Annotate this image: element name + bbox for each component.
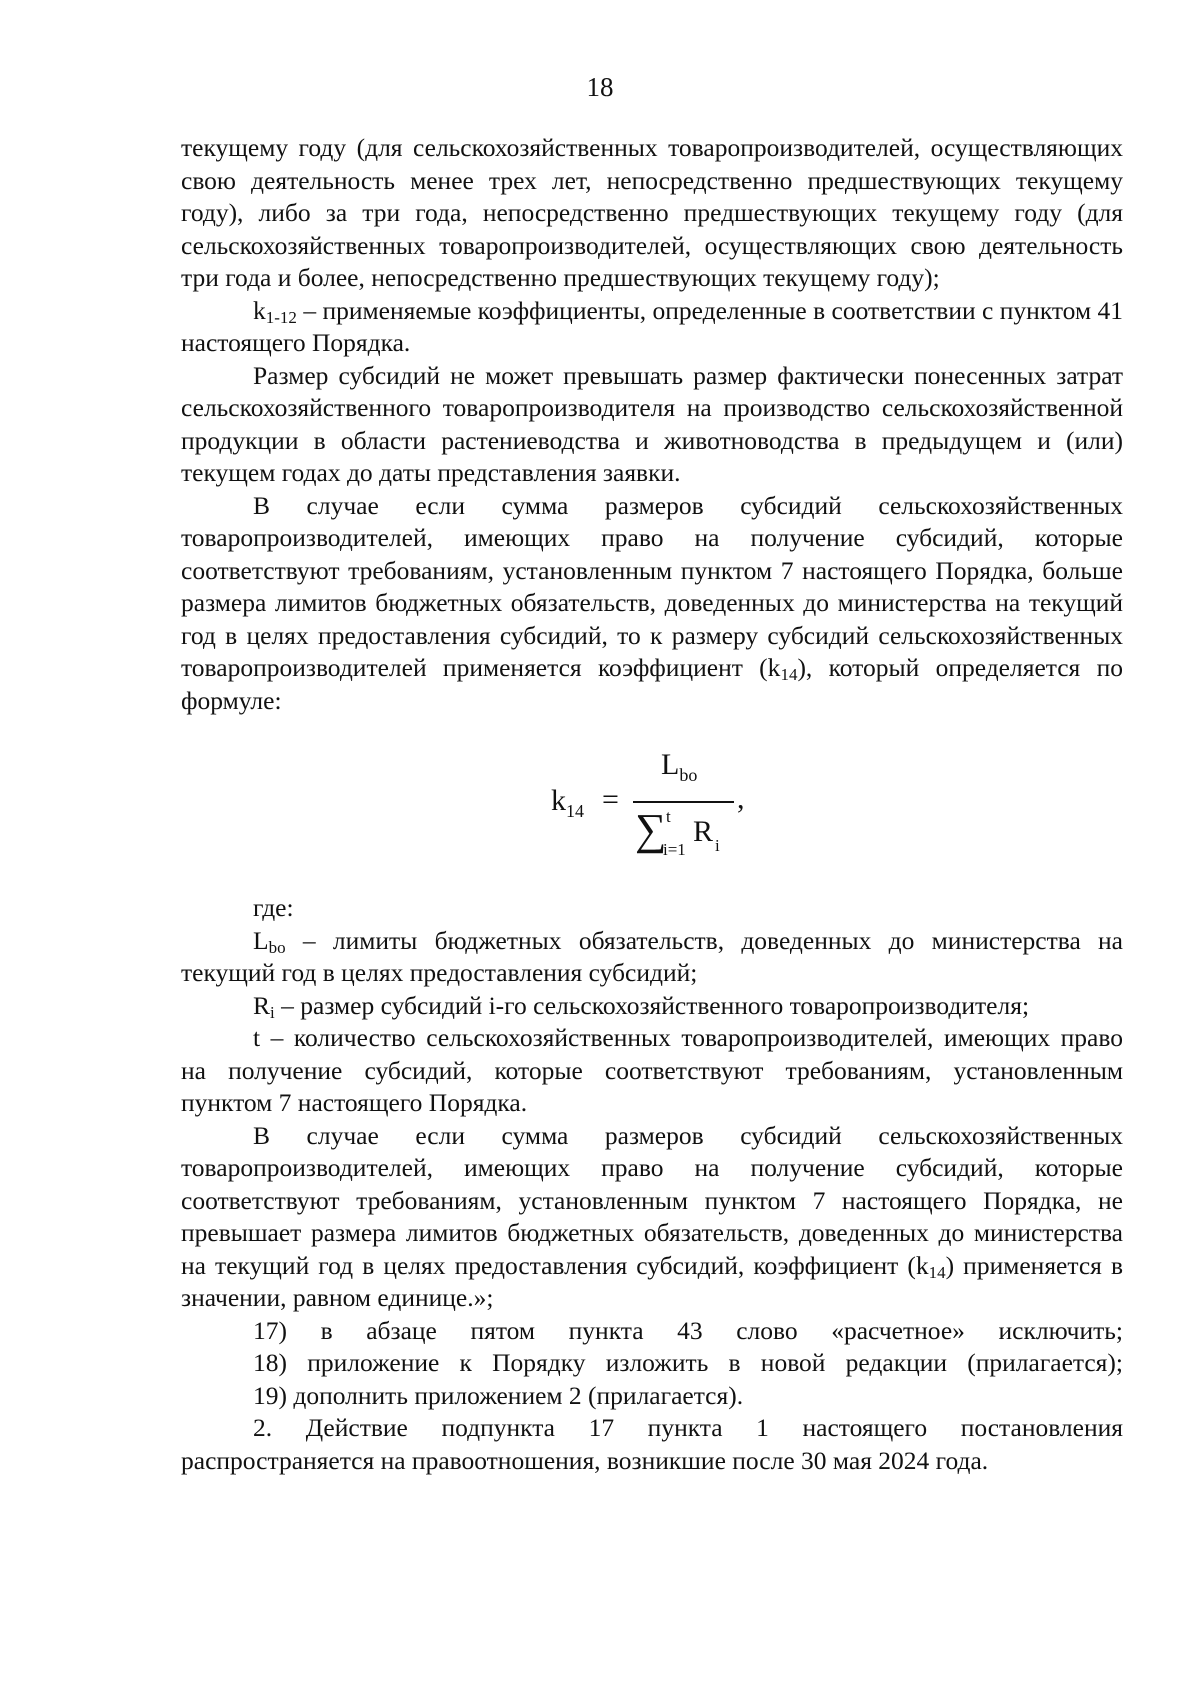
formula-block — [181, 717, 1123, 892]
ri-subscript: i — [270, 1002, 275, 1022]
formula-lhs — [551, 784, 584, 821]
definition-lbo — [181, 925, 1123, 990]
paragraph-coefficient-case-not-exceeds — [181, 1120, 1123, 1315]
document-body — [181, 132, 1123, 1477]
k-subscript: 1-12 — [265, 307, 297, 327]
list-item-17: 17) в абзаце пятом пункта 43 слово «расчетное» исключить; — [253, 1315, 1123, 1345]
k14-subscript-2: 14 — [928, 1262, 946, 1282]
where-label: где: — [253, 893, 294, 922]
exceeds-tail: ), который определяется по формуле: — [181, 653, 1123, 715]
paragraph-coefficient-case-exceeds — [181, 490, 1123, 718]
exceeds-text: В случае если сумма размеров субсидий сельскохозяйственных товаропроизводителей, имеющих право на получение субсидий, которые соответствуют требованиям, установленным пунктом 7 настоящего Порядка, больше размера лимитов бюджетных обязательств, доведенных до министерства на текущий год в целях предоставления субсидий, то к размеру субсидий сельскохозяйственных товаропроизводителей применяется коэффициент (k — [181, 490, 1123, 682]
formula-equals: = — [602, 783, 619, 816]
sum-symbol: ∑ — [635, 805, 667, 854]
definition-t: t – количество сельскохозяйственных товаропроизводителей, имеющих право на получение субсидий, которые соответствуют требованиям, установленным пунктом 7 настоящего Порядка. — [181, 1023, 1123, 1117]
formula-numerator — [661, 748, 698, 785]
not-exceeds-tail: ) применяется в значении, равном единице.»; — [181, 1250, 1123, 1312]
page-number: 18 — [586, 72, 614, 102]
list-item-18: 18) приложение к Порядку изложить в новой редакции (прилагается); — [253, 1348, 1123, 1377]
paragraph-period-definition: текущему году (для сельскохозяйственных товаропроизводителей, осуществляющих свою деятельность менее трех лет, непосредственно предшествующих текущему году), либо за три года, непосредственно предшествующих текущему году (для сельскохозяйственных товаропроизводителей, осуществляющих свою деятельность три года и более, непосредственно предшествующих текущему году); — [181, 133, 1123, 292]
ri-description: – размер субсидий i-го сельскохозяйственного товаропроизводителя; — [274, 990, 1030, 1020]
paragraph-subsidy-limit: Размер субсидий не может превышать размер фактически понесенных затрат сельскохозяйственного товаропроизводителя на производство сельскохозяйственной продукции в области растениеводства и животноводства в предыдущем и (или) текущем годах до даты представления заявки. — [181, 360, 1123, 487]
lbo-description: – лимиты бюджетных обязательств, доведенных до министерства на текущий год в целях предоставления субсидий; — [181, 925, 1123, 987]
fraction-bar — [633, 801, 734, 803]
formula-numerator-symbol: L — [661, 748, 680, 781]
formula-numerator-subscript: bo — [679, 765, 698, 785]
sum-term: R — [693, 815, 714, 848]
formula-lhs-subscript: 14 — [566, 801, 584, 821]
k14-formula — [551, 750, 791, 865]
paragraph-k1-12-definition — [181, 295, 1123, 360]
not-exceeds-text: В случае если сумма размеров субсидий сельскохозяйственных товаропроизводителей, имеющих право на получение субсидий, которые соответствуют требованиям, установленным пунктом 7 настоящего Порядка, не превышает размера лимитов бюджетных обязательств, доведенных до министерства на текущий год в целях предоставления субсидий, коэффициент (k — [181, 1120, 1123, 1280]
formula-lhs-symbol: k — [551, 784, 566, 817]
ri-symbol: R — [253, 990, 271, 1020]
definition-ri — [181, 990, 1123, 1023]
sum-lower-limit: i=1 — [663, 840, 686, 859]
list-item-19: 19) дополнить приложением 2 (прилагается). — [253, 1380, 744, 1410]
sum-term-subscript: i — [715, 836, 720, 855]
k1-12-description: – применяемые коэффициенты, определенные в соответствии с пунктом 41 настоящего Порядка. — [181, 295, 1123, 357]
clause-2: 2. Действие подпункта 17 пункта 1 настоящего постановления распространяется на правоотношения, возникшие после 30 мая 2024 года. — [181, 1413, 1123, 1475]
lbo-symbol: L — [253, 925, 269, 955]
formula-comma: , — [737, 782, 745, 815]
k14-subscript: 14 — [780, 665, 798, 684]
k-symbol: k — [253, 295, 266, 325]
lbo-subscript: bo — [268, 937, 286, 957]
sum-upper-limit: t — [666, 807, 671, 826]
